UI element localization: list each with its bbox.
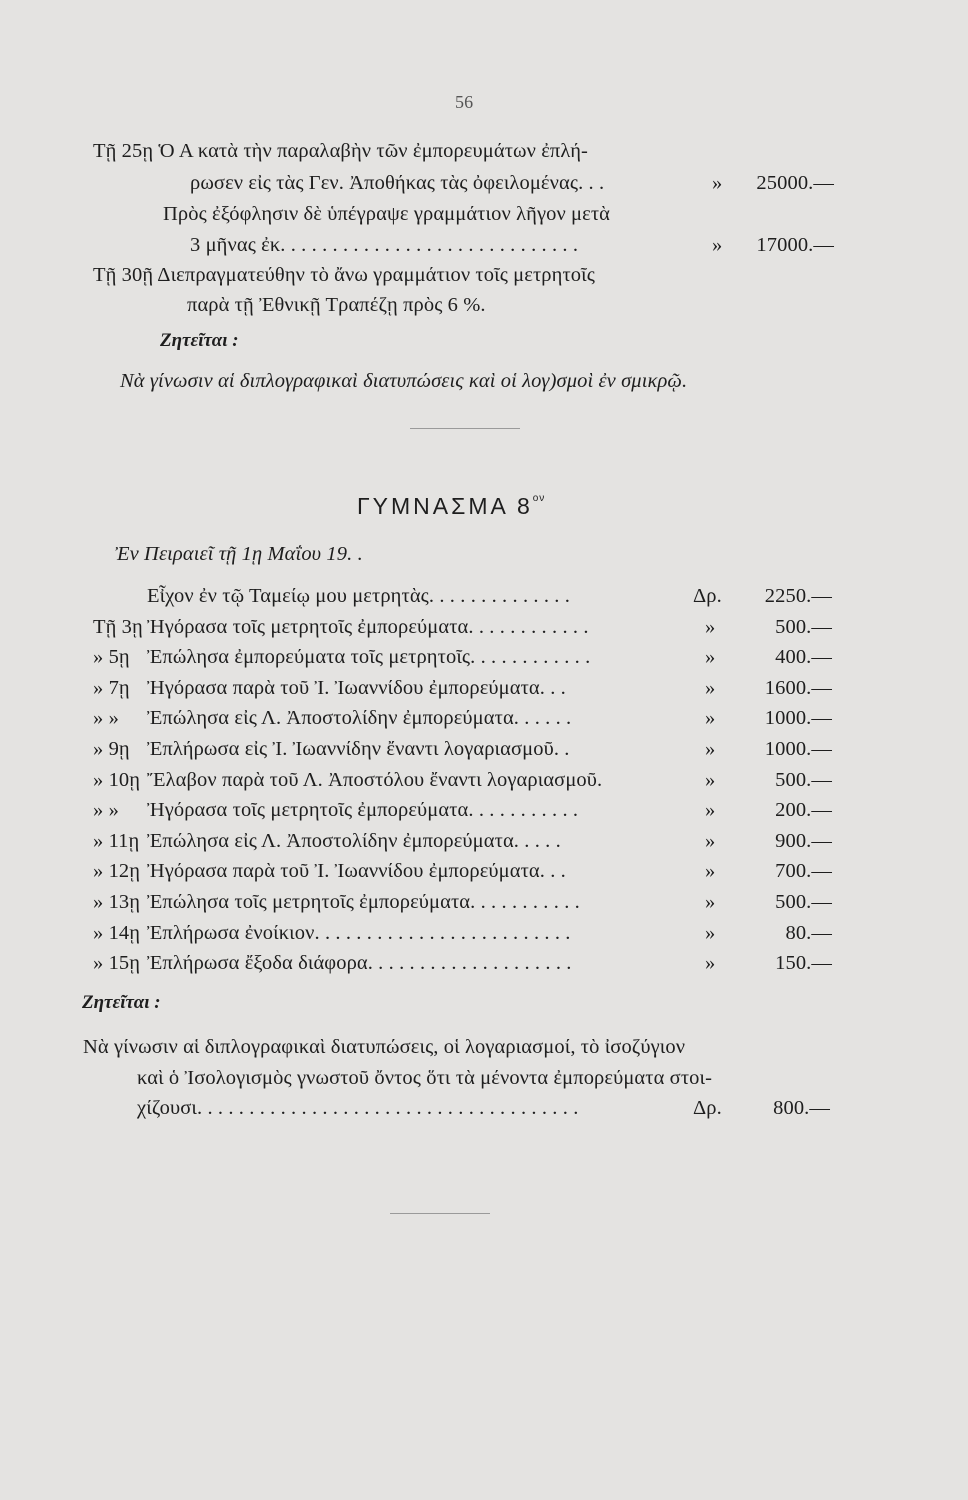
entry-description: Ἠγόρασα παρὰ τοῦ Ἰ. Ἰωαννίδου ἐμπορεύματα. . . (147, 860, 566, 882)
entry-description: Ἐπώλησα εἰς Λ. Ἀποστολίδην ἐμπορεύματα. . . . . . (147, 707, 572, 729)
entry-description: Εἶχον ἐν τῷ Ταμείῳ μου μετρητὰς. . . . . . . . . . . . . . (147, 585, 570, 607)
entry-date: Τῇ 3ῃ (93, 616, 143, 638)
entry-date: » 12ῃ (93, 860, 141, 882)
entry-marker: » (705, 799, 716, 821)
entry-date: » 14ῃ (93, 922, 141, 944)
entry-date: » 7ῃ (93, 677, 130, 699)
entry-marker: » (705, 677, 716, 699)
entry-date: » 10ῃ (93, 769, 141, 791)
exercise-title: ΓΥΜΝΑΣΜΑ $8^{o\nu}$ (357, 493, 546, 519)
entry-marker: » (705, 860, 716, 882)
entry-date: » » (93, 707, 119, 729)
entry-amount: 1600.— (764, 677, 832, 699)
date-line: Ἐν Πειραιεῖ τῇ 1ῃ Μαΐου 19. . (115, 543, 363, 565)
top-amount-1: 25000.— (756, 172, 834, 194)
final-marker: Δρ. (693, 1097, 722, 1119)
top-line-6: παρὰ τῇ Ἐθνικῇ Τραπέζῃ πρὸς 6 %. (187, 294, 486, 316)
entry-date: » 9ῃ (93, 738, 130, 760)
requested-line-2: καὶ ὁ Ἰσολογισμὸς γνωστοῦ ὄντος ὅτι τὰ μένοντα ἐμπορεύματα στοι- (137, 1067, 713, 1089)
entry-marker: » (705, 738, 716, 760)
entry-description: Ἠγόρασα τοῖς μετρητοῖς ἐμπορεύματα. . . . . . . . . . . . (147, 616, 589, 638)
requested-text-1: Νὰ γίνωσιν αἱ διπλογραφικαὶ διατυπώσεις καὶ οἱ λογ)σμοὶ ἐν σμικρῷ. (120, 370, 688, 392)
entry-marker: » (705, 707, 716, 729)
top-marker-1: » (712, 172, 723, 194)
entry-marker: » (705, 830, 716, 852)
entry-description: Ἐπώλησα εἰς Λ. Ἀποστολίδην ἐμπορεύματα. . . . . (147, 830, 561, 852)
entry-amount: 2250.— (764, 585, 832, 607)
top-marker-2: » (712, 234, 723, 256)
bottom-divider-rule (390, 1213, 490, 1214)
entry-date: » 15ῃ (93, 952, 141, 974)
entry-amount: 80.— (785, 922, 832, 944)
entry-amount: 500.— (775, 769, 832, 791)
requested-line-1: Νὰ γίνωσιν αἱ διπλογραφικαὶ διατυπώσεις, οἱ λογαριασμοί, τὸ ἰσοζύγιον (83, 1036, 686, 1058)
divider-rule (410, 428, 520, 429)
entry-description: Ἐπλήρωσα εἰς Ἰ. Ἰωαννίδην ἔναντι λογαριασμοῦ. . (147, 738, 570, 760)
entry-date: » 5ῃ (93, 646, 130, 668)
entry-marker: » (705, 922, 716, 944)
entry-description: Ἠγόρασα παρὰ τοῦ Ἰ. Ἰωαννίδου ἐμπορεύματα. . . (147, 677, 566, 699)
entry-amount: 400.— (775, 646, 832, 668)
top-amount-2: 17000.— (756, 234, 834, 256)
entry-amount: 500.— (775, 616, 832, 638)
top-line-3: Πρὸς ἐξόφλησιν δὲ ὑπέγραψε γραμμάτιον λῆγον μετὰ (163, 203, 611, 225)
entry-marker: » (705, 616, 716, 638)
requested-label-1: Ζητεῖται : (160, 330, 239, 351)
entry-description: Ἐπλήρωσα ἐνοίκιον. . . . . . . . . . . . . . . . . . . . . . . . . (147, 922, 571, 944)
entry-amount: 500.— (775, 891, 832, 913)
exercise-title-suffix: ον (532, 493, 546, 505)
top-line-2: ρωσεν εἰς τὰς Γεν. Ἀποθήκας τὰς ὀφειλομένας. . . (190, 172, 605, 194)
final-amount: 800.— (773, 1097, 830, 1119)
entry-marker: » (705, 646, 716, 668)
entry-amount: 200.— (775, 799, 832, 821)
entry-amount: 700.— (775, 860, 832, 882)
top-line-1: Τῇ 25ῃ Ὁ Α κατὰ τὴν παραλαβὴν τῶν ἐμπορευμάτων ἐπλή- (93, 140, 588, 162)
entry-description: Ἠγόρασα τοῖς μετρητοῖς ἐμπορεύματα. . . . . . . . . . . (147, 799, 579, 821)
entry-description: Ἔλαβον παρὰ τοῦ Λ. Ἀποστόλου ἔναντι λογαριασμοῦ. (147, 769, 603, 791)
entry-amount: 1000.— (764, 707, 832, 729)
page-number: 56 (455, 92, 474, 112)
entry-marker: » (705, 952, 716, 974)
entry-marker: Δρ. (693, 585, 722, 607)
entry-date: » 11ῃ (93, 830, 140, 852)
entry-description: Ἐπώλησα ἐμπορεύματα τοῖς μετρητοῖς. . . . . . . . . . . . (147, 646, 591, 668)
entry-marker: » (705, 891, 716, 913)
top-line-5: Τῇ 30ῇ Διεπραγματεύθην τὸ ἄνω γραμμάτιον τοῖς μετρητοῖς (93, 264, 595, 286)
entry-amount: 900.— (775, 830, 832, 852)
entry-amount: 150.— (775, 952, 832, 974)
entry-date: » » (93, 799, 119, 821)
top-line-4: 3 μῆνας ἐκ. . . . . . . . . . . . . . . . . . . . . . . . . . . . . (190, 234, 579, 256)
entry-description: Ἐπώλησα τοῖς μετρητοῖς ἐμπορεύματα. . . . . . . . . . . (147, 891, 580, 913)
requested-line-3: χίζουσι. . . . . . . . . . . . . . . . . . . . . . . . . . . . . . . . . . . . . (137, 1097, 579, 1119)
requested-label-2: Ζητεῖται : (82, 992, 161, 1013)
entry-date: » 13ῃ (93, 891, 141, 913)
entry-description: Ἐπλήρωσα ἔξοδα διάφορα. . . . . . . . . . . . . . . . . . . . (147, 952, 572, 974)
entry-marker: » (705, 769, 716, 791)
entry-amount: 1000.— (764, 738, 832, 760)
